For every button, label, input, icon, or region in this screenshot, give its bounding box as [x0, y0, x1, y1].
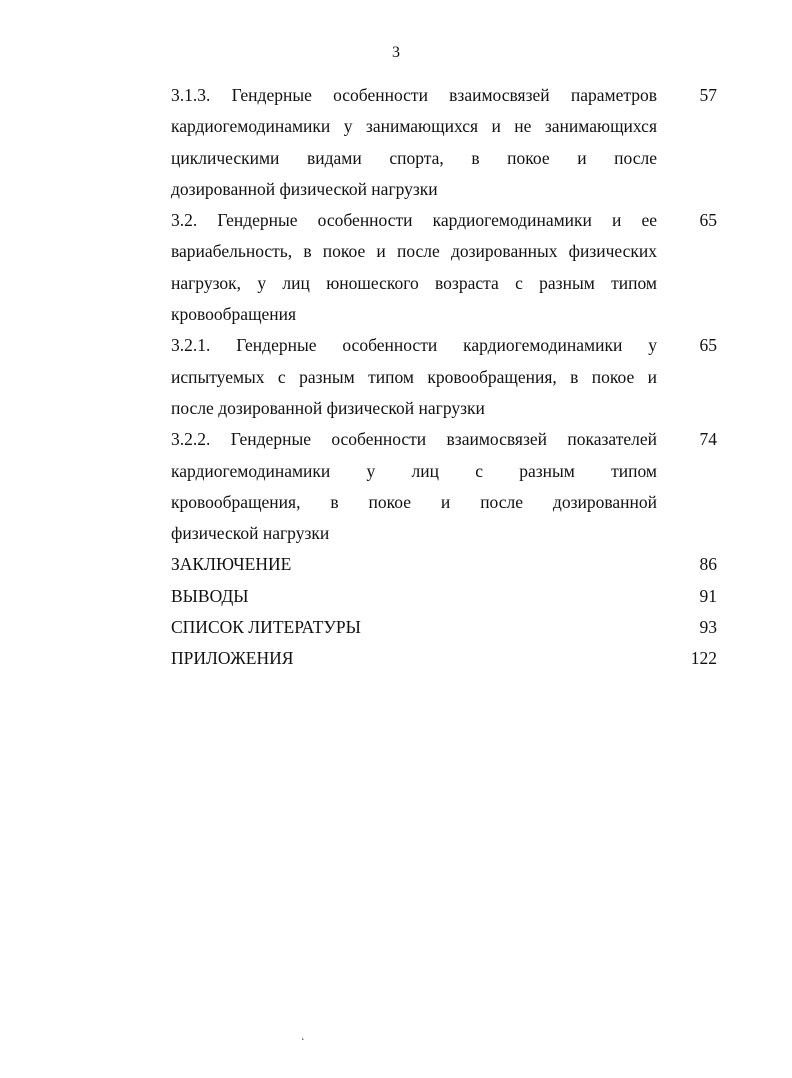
toc-entry-line: нагрузок, у лиц юношеского возраста с разным типом	[171, 272, 657, 293]
toc-entry-conclusion	[171, 549, 717, 580]
toc-entry-line: ВЫВОДЫ	[171, 585, 249, 606]
toc-page-number: 122	[690, 648, 717, 669]
toc-entry-line: 3.2. Гендерные особенности кардиогемодинамики и ее	[171, 210, 657, 231]
toc-entry-line: ПРИЛОЖЕНИЯ	[171, 648, 294, 669]
toc-entry-line: 3.1.3. Гендерные особенности взаимосвязей параметров	[171, 85, 657, 105]
toc-page-number: 91	[699, 585, 717, 606]
toc-entry-appendices	[171, 643, 717, 674]
stray-pen-mark: ‘	[300, 1035, 308, 1048]
toc-entry-line: физической нагрузки	[171, 523, 330, 544]
page-number: 3	[392, 44, 400, 61]
toc-entry-line: СПИСОК ЛИТЕРАТУРЫ	[171, 617, 361, 638]
toc-entry-line: кровообращения, в покое и после дозированной	[171, 491, 657, 512]
toc-entry-3-2-1	[171, 330, 717, 424]
toc-page-number: 86	[699, 554, 717, 575]
table-of-contents	[171, 80, 717, 675]
toc-entry-3-1-3	[171, 80, 717, 205]
toc-entry-findings	[171, 581, 717, 612]
toc-entry-references	[171, 612, 717, 643]
toc-entry-line: ЗАКЛЮЧЕНИЕ	[171, 554, 292, 575]
toc-entry-line: вариабельность, в покое и после дозированных физических	[171, 241, 657, 262]
toc-entry-line: 3.2.2. Гендерные особенности взаимосвязей показателей	[171, 429, 657, 450]
toc-entry-3-2-2	[171, 424, 717, 549]
toc-page-number: 93	[699, 617, 717, 638]
toc-entry-line: кровообращения	[171, 304, 297, 325]
toc-entry-line: дозированной физической нагрузки	[171, 178, 438, 199]
toc-entry-line: 3.2.1. Гендерные особенности кардиогемодинамики у	[171, 335, 657, 356]
toc-page-number: 74	[699, 429, 717, 450]
toc-entry-line: циклическими видами спорта, в покое и после	[171, 147, 657, 168]
toc-entry-line: после дозированной физической нагрузки	[171, 397, 485, 418]
toc-entry-line: кардиогемодинамики у занимающихся и не занимающихся	[171, 116, 657, 137]
toc-page-number: 65	[699, 335, 717, 356]
toc-page-number: 65	[699, 210, 717, 231]
toc-page-number: 57	[699, 85, 717, 105]
toc-entry-line: кардиогемодинамики у лиц с разным типом	[171, 460, 657, 481]
toc-entry-3-2	[171, 205, 717, 330]
toc-entry-line: испытуемых с разным типом кровообращения, в покое и	[171, 366, 657, 387]
